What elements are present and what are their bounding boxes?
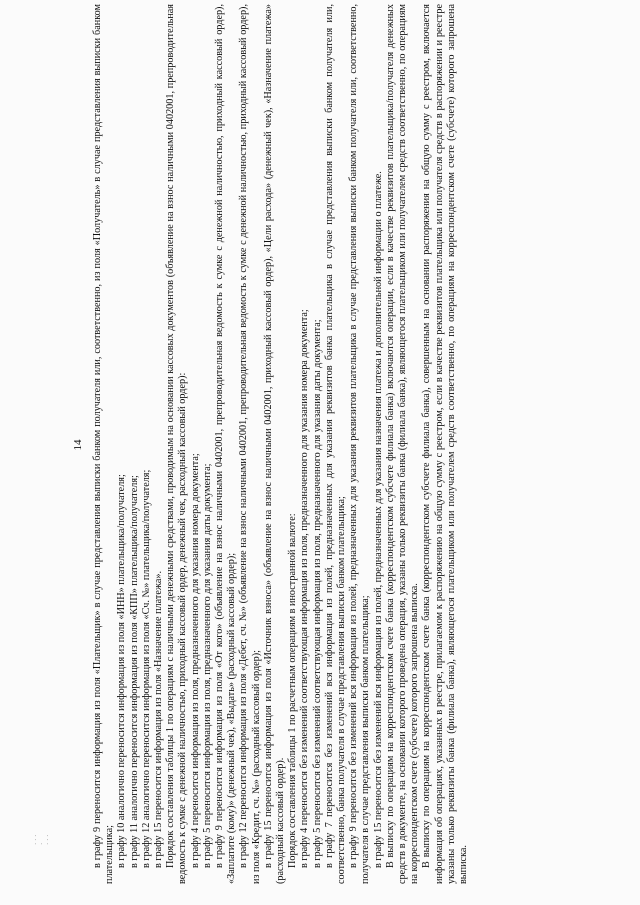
paragraph: в графу 4 переносится информация из поля, предназначенного для указания номера документа; — [189, 453, 201, 868]
paragraph: в графу 12 аналогично переносится информация из поля «Сч. №» плательщика/получателя; — [140, 469, 152, 868]
paragraph: в графу 9 переносится информация из поля «Плательщик» в случае представления выписки банком получателя или, соответственно, из поля «Получатель» в случае представления выписки банком плательщика; — [92, 4, 116, 884]
scan-artifact: · · · · · · · — [32, 834, 52, 845]
paragraph: в графу 5 переносится информация из поля, предназначенного для указания даты документа; — [201, 463, 213, 868]
paragraph: в графу 9 переносится информация из поля «От кого» (объявление на взнос наличными 0402001, препроводительная ведомость к сумке с денежной наличностью, приходный кассовый ордер), «Заплатите (кому)» (денежный чек), «Выдать» (расходный кассовый ордер); — [214, 4, 238, 884]
paragraph: Порядок составления таблицы 1 по операциям с наличными денежными средствами, проводимым на основании кассовых документов (объявление на взнос наличными 0402001, препроводительная ведомость к сумке с денежной наличностью, приходный кассовый ордер, денежный чек, расходный кассовый ордер): — [165, 4, 189, 884]
paragraph: в графу 5 переносится без изменений соответствующая информация из поля, предназначенного для указания даты документа; — [311, 319, 323, 868]
paragraph: в графу 4 переносится без изменений соответствующая информация из поля, предназначенного для указания номера документа; — [299, 309, 311, 868]
body-text — [92, 0, 470, 890]
paragraph: в графу 10 аналогично переносится информация из поля «ИНН» плательщика/получателя; — [116, 474, 128, 868]
paragraph: В выписку по операциям на корреспондентском счете банка (корреспондентском субсчете филиала банка), совершенным на основании распоряжения на общую сумму с реестром, включается информация об операциях, указанных в реестре, прилагаемом к распоряжению на общую сумму с реестром, если в качестве реквизитов плательщика или получателя средств в распоряжении и реестре указаны только реквизиты банка (филиала банка), являющегося плательщиком или получателем средств соответственно, по операциям на корреспондентском счете (субсчете) которого запрошена выписка. — [421, 4, 470, 884]
paragraph: в графу 12 переносится информация из поля «Дебет, сч. №» (объявление на взнос наличными 0402001, препроводительная ведомость к сумке с денежной наличностью, приходный кассовый ордер), из поля «Кредит, сч. №» (расходный кассовый ордер); — [238, 4, 262, 884]
paragraph: в графу 7 переносится без изменений вся информация из полей, предназначенных для указания реквизитов банка плательщика в случае представления выписки банком получателя или, соответственно, банка получателя в случае представления выписки банком плательщика; — [323, 4, 348, 884]
paragraph: В выписку по операциям на корреспондентском счете банка (корреспондентском субсчете филиала банка) включаются операции, если в качестве реквизитов плательщика/получателя денежных средств в документе, на основании которого проведена операция, указаны только реквизиты банка (филиала банка), являющегося плательщиком или получателем средств соответственно, по операциям на корреспондентском счете (субсчете) которого запрошена выписка. — [384, 4, 421, 884]
paragraph: в графу 15 переносится без изменений вся информация из полей, предназначенных для указания назначения платежа и дополнительной информации о платеже. — [372, 171, 384, 868]
rotated-page-content — [70, 0, 610, 890]
paragraph: в графу 9 переносится без изменений вся информация из полей, предназначенных для указания реквизитов плательщика в случае представления выписки банком получателя или, соответственно, получателя в случае представления выписки банком плательщика; — [348, 4, 372, 884]
paragraph: Порядок составления таблицы 1 по расчетным операциям в иностранной валюте: — [287, 513, 299, 868]
paragraph: в графу 15 переносится информация из поля «Источник взноса» (объявление на взнос наличными 0402001, приходный кассовый ордер), «Цели расхода» (денежный чек), «Назначение платежа» (расходный кассовый ордер). — [262, 4, 287, 884]
paragraph: в графу 15 переносится информация из поля «Назначение платежа». — [153, 570, 165, 868]
paragraph: в графу 11 аналогично переносится информация из поля «КПП» плательщика/получателя; — [128, 475, 140, 868]
page-number: 14 — [72, 439, 84, 451]
